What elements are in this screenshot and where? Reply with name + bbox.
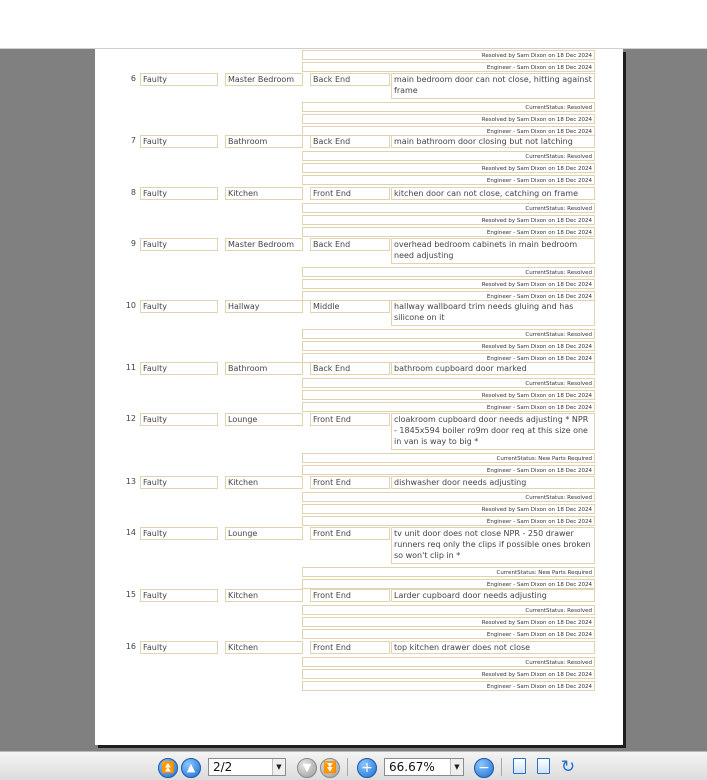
fit-page-icon[interactable] — [513, 758, 526, 774]
row-note: Engineer - Sam Dixon on 18 Dec 2024 — [302, 227, 595, 237]
row-room: Kitchen — [225, 476, 303, 489]
row-note: Resolved by Sam Dixon on 18 Dec 2024 — [302, 669, 595, 679]
row-note: CurrentStatus: Resolved — [302, 605, 595, 615]
viewer-toolbar — [0, 751, 707, 780]
row-number: 6 — [130, 74, 136, 83]
row-note: Resolved by Sam Dixon on 18 Dec 2024 — [302, 163, 595, 173]
carryover-note: Resolved by Sam Dixon on 18 Dec 2024 — [302, 50, 595, 60]
row-status: Faulty — [140, 476, 218, 489]
row-note: CurrentStatus: Resolved — [302, 203, 595, 213]
row-room: Master Bedroom — [225, 73, 303, 86]
row-status: Faulty — [140, 413, 218, 426]
row-description: main bedroom door can not close, hitting against frame — [391, 73, 595, 99]
row-status: Faulty — [140, 300, 218, 313]
row-note: Engineer - Sam Dixon on 18 Dec 2024 — [302, 175, 595, 185]
row-location: Front End — [310, 641, 390, 654]
row-number: 15 — [125, 590, 136, 599]
row-note: Resolved by Sam Dixon on 18 Dec 2024 — [302, 279, 595, 289]
row-note: CurrentStatus: Resolved — [302, 102, 595, 112]
row-room: Kitchen — [225, 589, 303, 602]
row-room: Master Bedroom — [225, 238, 303, 251]
document-viewport[interactable] — [0, 49, 707, 751]
row-note: CurrentStatus: Resolved — [302, 378, 595, 388]
carryover-note: Engineer - Sam Dixon on 18 Dec 2024 — [302, 62, 595, 72]
row-note: Resolved by Sam Dixon on 18 Dec 2024 — [302, 617, 595, 627]
row-note: CurrentStatus: Resolved — [302, 657, 595, 667]
row-number: 11 — [125, 363, 136, 372]
row-note: Engineer - Sam Dixon on 18 Dec 2024 — [302, 402, 595, 412]
chevron-down-icon: ▼ — [450, 759, 463, 775]
zoom-select-value: 66.67% — [389, 760, 435, 774]
row-note: CurrentStatus: Resolved — [302, 492, 595, 502]
row-note: Resolved by Sam Dixon on 18 Dec 2024 — [302, 215, 595, 225]
row-room: Bathroom — [225, 135, 303, 148]
zoom-in-icon[interactable]: + — [357, 758, 377, 778]
chevron-down-icon: ▼ — [272, 759, 285, 775]
row-location: Front End — [310, 187, 390, 200]
row-number: 8 — [130, 188, 136, 197]
row-location: Front End — [310, 589, 390, 602]
row-location: Front End — [310, 413, 390, 426]
row-note: Resolved by Sam Dixon on 18 Dec 2024 — [302, 114, 595, 124]
row-location: Back End — [310, 135, 390, 148]
row-note: Engineer - Sam Dixon on 18 Dec 2024 — [302, 126, 595, 136]
row-status: Faulty — [140, 362, 218, 375]
page-select-value: 2/2 — [213, 760, 233, 774]
row-room: Bathroom — [225, 362, 303, 375]
row-description: main bathroom door closing but not latching — [391, 135, 595, 148]
row-location: Back End — [310, 362, 390, 375]
last-page-icon[interactable]: ⏬ — [320, 758, 340, 778]
report-page — [95, 49, 623, 745]
row-number: 12 — [125, 414, 136, 423]
row-note: Resolved by Sam Dixon on 18 Dec 2024 — [302, 341, 595, 351]
row-room: Kitchen — [225, 641, 303, 654]
row-status: Faulty — [140, 238, 218, 251]
row-description: Larder cupboard door needs adjusting — [391, 589, 595, 602]
row-description: bathroom cupboard door marked — [391, 362, 595, 375]
row-note: CurrentStatus: New Parts Required — [302, 567, 595, 577]
row-location: Back End — [310, 238, 390, 251]
toolbar-separator — [501, 758, 502, 776]
row-note: Engineer - Sam Dixon on 18 Dec 2024 — [302, 291, 595, 301]
row-number: 9 — [130, 239, 136, 248]
page-select[interactable] — [208, 758, 286, 776]
row-note: Engineer - Sam Dixon on 18 Dec 2024 — [302, 516, 595, 526]
row-description: tv unit door does not close NPR - 250 drawer runners req only the clips if possible ones broken so won't clip in * — [391, 527, 595, 564]
refresh-icon[interactable]: ↻ — [560, 757, 576, 777]
row-location: Front End — [310, 527, 390, 540]
row-number: 7 — [130, 136, 136, 145]
row-note: CurrentStatus: Resolved — [302, 151, 595, 161]
row-room: Lounge — [225, 527, 303, 540]
row-note: Engineer - Sam Dixon on 18 Dec 2024 — [302, 353, 595, 363]
row-description: kitchen door can not close, catching on frame — [391, 187, 595, 200]
previous-page-icon[interactable]: ▲ — [181, 758, 201, 778]
row-room: Lounge — [225, 413, 303, 426]
row-note: Engineer - Sam Dixon on 18 Dec 2024 — [302, 681, 595, 691]
row-status: Faulty — [140, 135, 218, 148]
row-note: Resolved by Sam Dixon on 18 Dec 2024 — [302, 390, 595, 400]
row-note: Resolved by Sam Dixon on 18 Dec 2024 — [302, 504, 595, 514]
zoom-out-icon[interactable]: − — [474, 758, 494, 778]
row-number: 10 — [125, 301, 136, 310]
row-location: Front End — [310, 476, 390, 489]
row-status: Faulty — [140, 589, 218, 602]
row-room: Hallway — [225, 300, 303, 313]
row-status: Faulty — [140, 187, 218, 200]
row-description: top kitchen drawer does not close — [391, 641, 595, 654]
row-number: 13 — [125, 477, 136, 486]
fit-width-icon[interactable] — [537, 758, 550, 774]
row-note: CurrentStatus: Resolved — [302, 267, 595, 277]
row-note: Engineer - Sam Dixon on 18 Dec 2024 — [302, 465, 595, 475]
next-page-icon[interactable]: ▼ — [297, 758, 317, 778]
viewer-top-bar — [0, 0, 707, 49]
row-note: CurrentStatus: New Parts Required — [302, 453, 595, 463]
row-note: Engineer - Sam Dixon on 18 Dec 2024 — [302, 629, 595, 639]
row-description: dishwasher door needs adjusting — [391, 476, 595, 489]
row-number: 16 — [125, 642, 136, 651]
row-description: overhead bedroom cabinets in main bedroom need adjusting — [391, 238, 595, 264]
row-note: CurrentStatus: Resolved — [302, 329, 595, 339]
zoom-select[interactable] — [384, 758, 464, 776]
row-status: Faulty — [140, 527, 218, 540]
row-location: Back End — [310, 73, 390, 86]
row-status: Faulty — [140, 73, 218, 86]
row-description: hallway wallboard trim needs gluing and has silicone on it — [391, 300, 595, 326]
row-location: Middle — [310, 300, 390, 313]
row-number: 14 — [125, 528, 136, 537]
row-note: Engineer - Sam Dixon on 18 Dec 2024 — [302, 579, 595, 589]
toolbar-separator — [347, 758, 348, 776]
row-status: Faulty — [140, 641, 218, 654]
row-room: Kitchen — [225, 187, 303, 200]
row-description: cloakroom cupboard door needs adjusting * NPR - 1845x594 boiler ro9m door req at this size one in van is way to big * — [391, 413, 595, 450]
first-page-icon[interactable]: ⏫ — [158, 758, 178, 778]
